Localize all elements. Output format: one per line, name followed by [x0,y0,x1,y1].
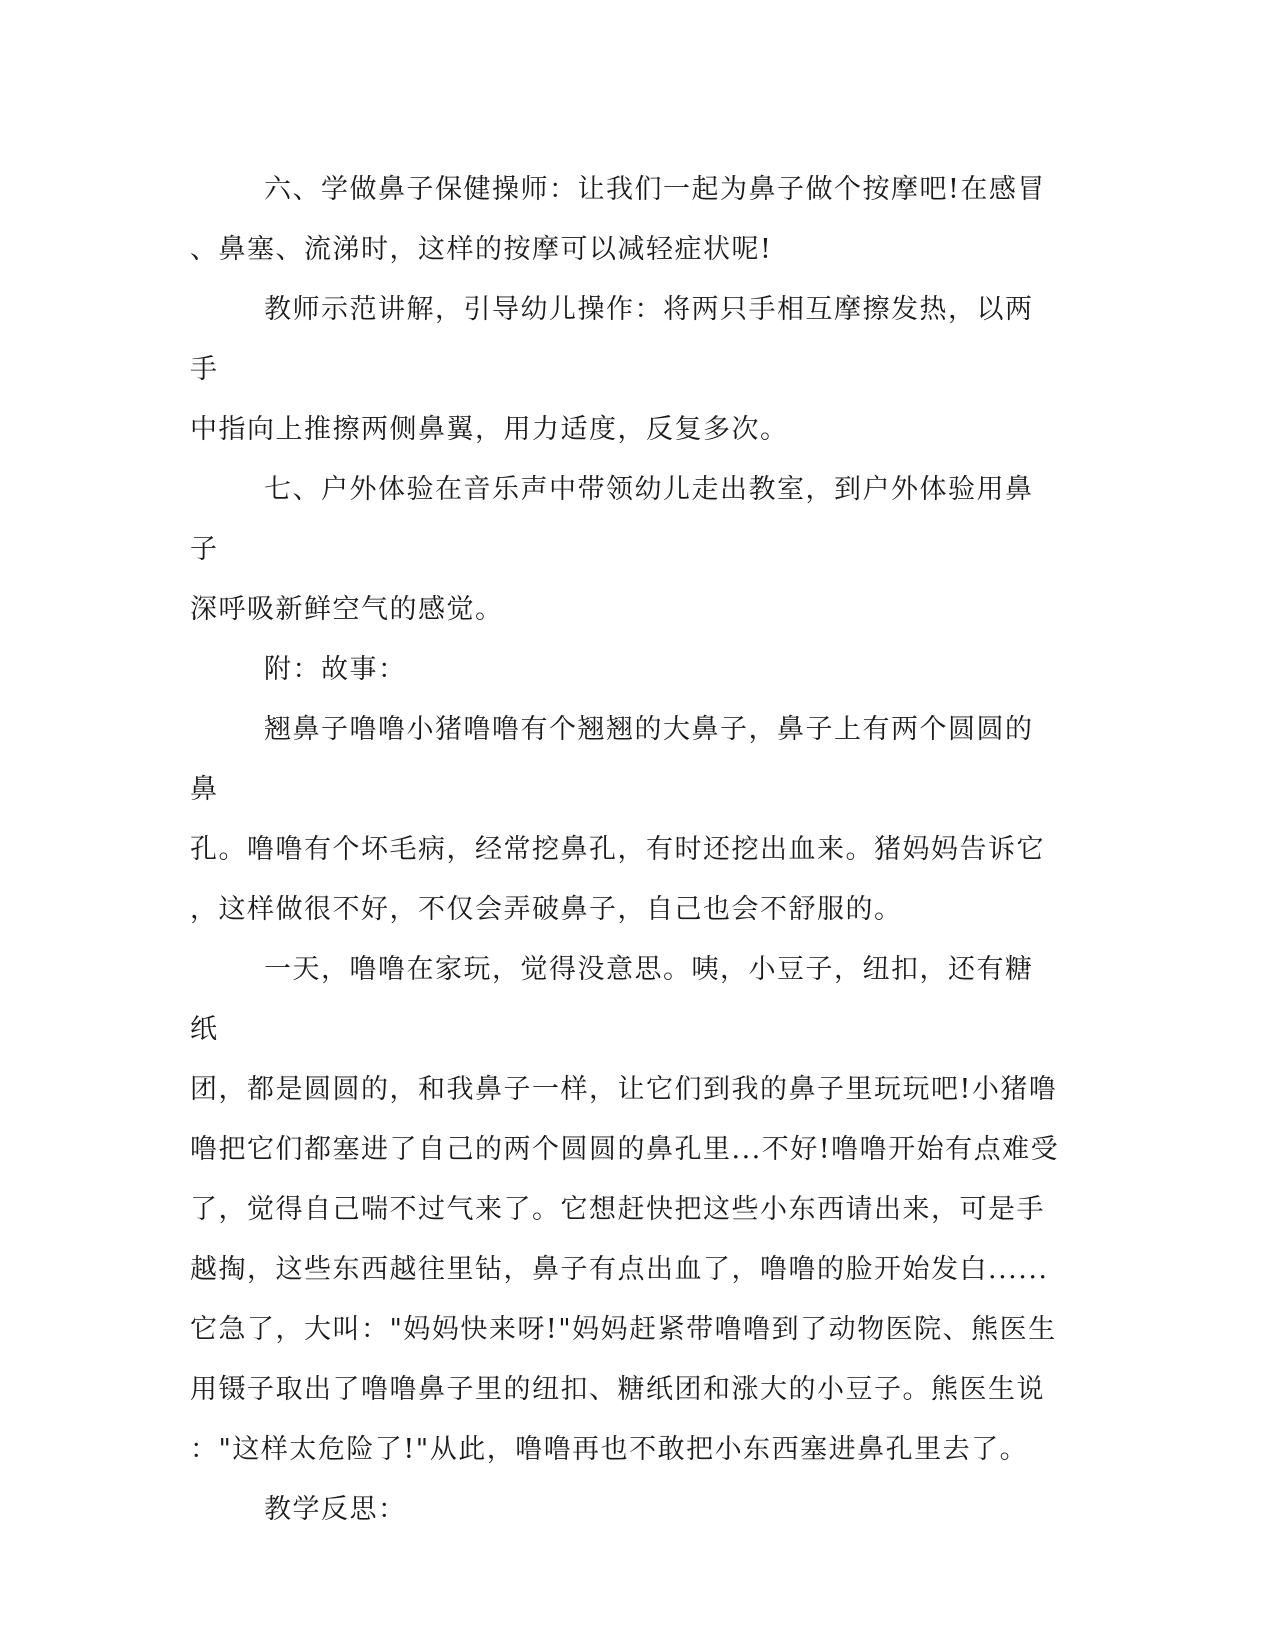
paragraph-line: 孔。噜噜有个坏毛病，经常挖鼻孔，有时还挖出血来。猪妈妈告诉它 [190,834,1045,865]
paragraph-line: 一天，噜噜在家玩，觉得没意思。咦，小豆子，纽扣，还有糖纸 [190,954,1034,1045]
paragraph-teacher-demo [190,280,1060,460]
paragraph-line: 了，觉得自己喘不过气来了。它想赶快把这些小东西请出来，可是手 [190,1194,1045,1225]
paragraph-line: 越掏，这些东西越往里钻，鼻子有点出血了，噜噜的脸开始发白...... [190,1254,1049,1285]
paragraph-line: 七、户外体验在音乐声中带领幼儿走出教室，到户外体验用鼻子 [190,474,1034,565]
paragraph-line: 噜把它们都塞进了自己的两个圆圆的鼻孔里...不好!噜噜开始有点难受 [190,1134,1060,1165]
paragraph-nose-massage [190,160,1060,280]
paragraph-line: 教学反思： [264,1494,407,1525]
paragraph-line: 用镊子取出了噜噜鼻子里的纽扣、糖纸团和涨大的小豆子。熊医生说 [190,1374,1045,1405]
paragraph-line: ："这样太危险了!"从此，噜噜再也不敢把小东西塞进鼻孔里去了。 [190,1434,1029,1465]
paragraph-line: 附：故事： [264,654,407,685]
paragraph-outdoor [190,460,1060,640]
paragraph-story-heading [190,640,1060,700]
document-body [190,160,1060,1540]
paragraph-line: 翘鼻子噜噜小猪噜噜有个翘翘的大鼻子，鼻子上有两个圆圆的鼻 [190,714,1034,805]
paragraph-reflection-heading [190,1480,1060,1540]
paragraph-story-intro [190,700,1060,940]
paragraph-line: 、鼻塞、流涕时，这样的按摩可以减轻症状呢! [190,234,773,265]
paragraph-line: 深呼吸新鲜空气的感觉。 [190,594,504,625]
paragraph-line: 中指向上推擦两侧鼻翼，用力适度，反复多次。 [190,414,789,445]
paragraph-line: 它急了，大叫："妈妈快来呀!"妈妈赶紧带噜噜到了动物医院、熊医生 [190,1314,1057,1345]
paragraph-line: ，这样做很不好，不仅会弄破鼻子，自己也会不舒服的。 [190,894,903,925]
paragraph-line: 团，都是圆圆的，和我鼻子一样，让它们到我的鼻子里玩玩吧!小猪噜 [190,1074,1058,1105]
paragraph-story-body [190,940,1060,1480]
paragraph-line: 六、学做鼻子保健操师：让我们一起为鼻子做个按摩吧!在感冒 [264,174,1046,205]
paragraph-line: 教师示范讲解，引导幼儿操作：将两只手相互摩擦发热，以两手 [190,294,1034,385]
